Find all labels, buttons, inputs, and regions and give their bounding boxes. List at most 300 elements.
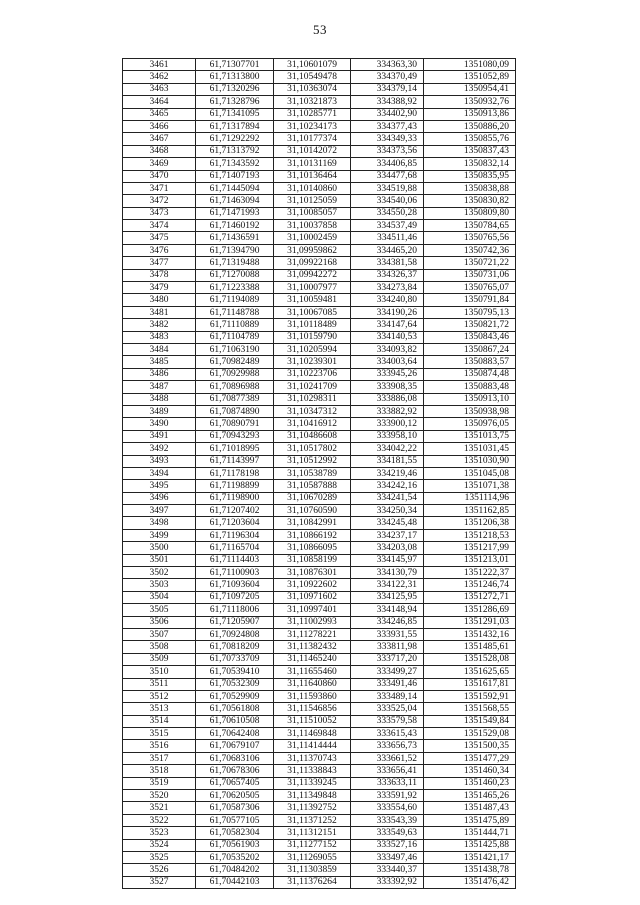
table-row xyxy=(123,579,516,591)
latitude-cell: 61,71198900 xyxy=(196,492,274,504)
point-number-cell: 3485 xyxy=(123,356,196,368)
y-coordinate-cell: 1351500,35 xyxy=(424,740,516,752)
point-number-cell: 3492 xyxy=(123,443,196,455)
y-coordinate-cell: 1351460,23 xyxy=(424,777,516,789)
table-row xyxy=(123,752,516,764)
longitude-cell: 31,10007977 xyxy=(274,282,351,294)
latitude-cell: 61,70529909 xyxy=(196,690,274,702)
point-number-cell: 3493 xyxy=(123,455,196,467)
latitude-cell: 61,71436591 xyxy=(196,232,274,244)
y-coordinate-cell: 1350867,24 xyxy=(424,343,516,355)
table-row xyxy=(123,120,516,132)
latitude-cell: 61,71203604 xyxy=(196,517,274,529)
longitude-cell: 31,10842991 xyxy=(274,517,351,529)
y-coordinate-cell: 1351476,42 xyxy=(424,876,516,888)
table-row xyxy=(123,96,516,108)
y-coordinate-cell: 1351438,78 xyxy=(424,864,516,876)
x-coordinate-cell: 334246,85 xyxy=(351,616,424,628)
longitude-cell: 31,10549478 xyxy=(274,71,351,83)
x-coordinate-cell: 333945,26 xyxy=(351,368,424,380)
longitude-cell: 31,10486608 xyxy=(274,430,351,442)
x-coordinate-cell: 334402,90 xyxy=(351,108,424,120)
point-number-cell: 3484 xyxy=(123,343,196,355)
longitude-cell: 31,10363074 xyxy=(274,83,351,95)
latitude-cell: 61,70929988 xyxy=(196,368,274,380)
y-coordinate-cell: 1351222,37 xyxy=(424,567,516,579)
point-number-cell: 3523 xyxy=(123,827,196,839)
table-row xyxy=(123,554,516,566)
y-coordinate-cell: 1351528,08 xyxy=(424,653,516,665)
latitude-cell: 61,71194089 xyxy=(196,294,274,306)
table-row xyxy=(123,83,516,95)
x-coordinate-cell: 333489,14 xyxy=(351,690,424,702)
x-coordinate-cell: 334181,55 xyxy=(351,455,424,467)
table-row xyxy=(123,405,516,417)
table-row xyxy=(123,628,516,640)
x-coordinate-cell: 334145,97 xyxy=(351,554,424,566)
point-number-cell: 3475 xyxy=(123,232,196,244)
y-coordinate-cell: 1350832,14 xyxy=(424,158,516,170)
x-coordinate-cell: 333908,35 xyxy=(351,381,424,393)
x-coordinate-cell: 334377,43 xyxy=(351,120,424,132)
longitude-cell: 31,10118489 xyxy=(274,319,351,331)
point-number-cell: 3468 xyxy=(123,145,196,157)
point-number-cell: 3489 xyxy=(123,405,196,417)
longitude-cell: 31,11269055 xyxy=(274,852,351,864)
latitude-cell: 61,71343592 xyxy=(196,158,274,170)
longitude-cell: 31,10321873 xyxy=(274,96,351,108)
page-number: 53 xyxy=(313,22,327,37)
latitude-cell: 61,70683106 xyxy=(196,752,274,764)
x-coordinate-cell: 333656,41 xyxy=(351,765,424,777)
x-coordinate-cell: 334237,17 xyxy=(351,529,424,541)
table-row xyxy=(123,331,516,343)
longitude-cell: 31,11546856 xyxy=(274,703,351,715)
table-row xyxy=(123,839,516,851)
y-coordinate-cell: 1351218,53 xyxy=(424,529,516,541)
table-row xyxy=(123,517,516,529)
longitude-cell: 31,10416912 xyxy=(274,418,351,430)
point-number-cell: 3480 xyxy=(123,294,196,306)
longitude-cell: 31,11640860 xyxy=(274,678,351,690)
latitude-cell: 61,71445094 xyxy=(196,182,274,194)
latitude-cell: 61,70890791 xyxy=(196,418,274,430)
point-number-cell: 3524 xyxy=(123,839,196,851)
x-coordinate-cell: 333633,11 xyxy=(351,777,424,789)
latitude-cell: 61,71313800 xyxy=(196,71,274,83)
x-coordinate-cell: 334273,84 xyxy=(351,282,424,294)
latitude-cell: 61,70733709 xyxy=(196,653,274,665)
latitude-cell: 61,70561903 xyxy=(196,839,274,851)
table-row xyxy=(123,443,516,455)
table-row xyxy=(123,616,516,628)
longitude-cell: 31,10223706 xyxy=(274,368,351,380)
latitude-cell: 61,70582304 xyxy=(196,827,274,839)
y-coordinate-cell: 1351291,03 xyxy=(424,616,516,628)
point-number-cell: 3513 xyxy=(123,703,196,715)
longitude-cell: 31,10922602 xyxy=(274,579,351,591)
table-row xyxy=(123,777,516,789)
y-coordinate-cell: 1351529,08 xyxy=(424,728,516,740)
table-row xyxy=(123,133,516,145)
y-coordinate-cell: 1350855,76 xyxy=(424,133,516,145)
table-row xyxy=(123,492,516,504)
latitude-cell: 61,71100903 xyxy=(196,567,274,579)
y-coordinate-cell: 1351217,99 xyxy=(424,542,516,554)
table-row xyxy=(123,467,516,479)
y-coordinate-cell: 1351071,38 xyxy=(424,480,516,492)
y-coordinate-cell: 1350913,10 xyxy=(424,393,516,405)
table-row xyxy=(123,827,516,839)
latitude-cell: 61,70484202 xyxy=(196,864,274,876)
latitude-cell: 61,71165704 xyxy=(196,542,274,554)
x-coordinate-cell: 333931,55 xyxy=(351,628,424,640)
longitude-cell: 31,11392752 xyxy=(274,802,351,814)
x-coordinate-cell: 333491,46 xyxy=(351,678,424,690)
table-row xyxy=(123,740,516,752)
table-row xyxy=(123,542,516,554)
y-coordinate-cell: 1351444,71 xyxy=(424,827,516,839)
point-number-cell: 3503 xyxy=(123,579,196,591)
latitude-cell: 61,70587306 xyxy=(196,802,274,814)
y-coordinate-cell: 1351114,96 xyxy=(424,492,516,504)
y-coordinate-cell: 1350838,88 xyxy=(424,182,516,194)
table-row xyxy=(123,678,516,690)
table-row xyxy=(123,653,516,665)
x-coordinate-cell: 333958,10 xyxy=(351,430,424,442)
y-coordinate-cell: 1351421,17 xyxy=(424,852,516,864)
table-row xyxy=(123,381,516,393)
y-coordinate-cell: 1351052,89 xyxy=(424,71,516,83)
point-number-cell: 3520 xyxy=(123,790,196,802)
point-number-cell: 3510 xyxy=(123,666,196,678)
longitude-cell: 31,11376264 xyxy=(274,876,351,888)
longitude-cell: 31,11382432 xyxy=(274,641,351,653)
longitude-cell: 31,10670289 xyxy=(274,492,351,504)
table-row xyxy=(123,356,516,368)
x-coordinate-cell: 333525,04 xyxy=(351,703,424,715)
y-coordinate-cell: 1351246,74 xyxy=(424,579,516,591)
latitude-cell: 61,71471993 xyxy=(196,207,274,219)
latitude-cell: 61,70874890 xyxy=(196,405,274,417)
table-row xyxy=(123,666,516,678)
table-row xyxy=(123,715,516,727)
x-coordinate-cell: 334477,68 xyxy=(351,170,424,182)
x-coordinate-cell: 334241,54 xyxy=(351,492,424,504)
x-coordinate-cell: 333900,12 xyxy=(351,418,424,430)
longitude-cell: 31,10136464 xyxy=(274,170,351,182)
y-coordinate-cell: 1351031,45 xyxy=(424,443,516,455)
y-coordinate-cell: 1351162,85 xyxy=(424,505,516,517)
table-row xyxy=(123,393,516,405)
table-row xyxy=(123,59,516,71)
longitude-cell: 31,10239301 xyxy=(274,356,351,368)
latitude-cell: 61,70943293 xyxy=(196,430,274,442)
longitude-cell: 31,10285771 xyxy=(274,108,351,120)
x-coordinate-cell: 334148,94 xyxy=(351,604,424,616)
y-coordinate-cell: 1350837,43 xyxy=(424,145,516,157)
point-number-cell: 3466 xyxy=(123,120,196,132)
longitude-cell: 31,10142072 xyxy=(274,145,351,157)
point-number-cell: 3470 xyxy=(123,170,196,182)
x-coordinate-cell: 333615,43 xyxy=(351,728,424,740)
table-row xyxy=(123,71,516,83)
longitude-cell: 31,10159790 xyxy=(274,331,351,343)
table-row xyxy=(123,864,516,876)
point-number-cell: 3491 xyxy=(123,430,196,442)
x-coordinate-cell: 334190,26 xyxy=(351,306,424,318)
y-coordinate-cell: 1350830,82 xyxy=(424,195,516,207)
table-row xyxy=(123,455,516,467)
y-coordinate-cell: 1351617,81 xyxy=(424,678,516,690)
latitude-cell: 61,71143997 xyxy=(196,455,274,467)
x-coordinate-cell: 333717,20 xyxy=(351,653,424,665)
x-coordinate-cell: 334537,49 xyxy=(351,220,424,232)
latitude-cell: 61,70818209 xyxy=(196,641,274,653)
longitude-cell: 31,10538789 xyxy=(274,467,351,479)
table-row xyxy=(123,567,516,579)
point-number-cell: 3481 xyxy=(123,306,196,318)
y-coordinate-cell: 1351206,38 xyxy=(424,517,516,529)
longitude-cell: 31,10587888 xyxy=(274,480,351,492)
y-coordinate-cell: 1351465,26 xyxy=(424,790,516,802)
x-coordinate-cell: 334363,30 xyxy=(351,59,424,71)
point-number-cell: 3486 xyxy=(123,368,196,380)
latitude-cell: 61,70535202 xyxy=(196,852,274,864)
point-number-cell: 3505 xyxy=(123,604,196,616)
point-number-cell: 3490 xyxy=(123,418,196,430)
x-coordinate-cell: 334550,28 xyxy=(351,207,424,219)
latitude-cell: 61,71319488 xyxy=(196,257,274,269)
point-number-cell: 3496 xyxy=(123,492,196,504)
x-coordinate-cell: 334003,64 xyxy=(351,356,424,368)
y-coordinate-cell: 1350731,06 xyxy=(424,269,516,281)
table-row xyxy=(123,182,516,194)
longitude-cell: 31,10517802 xyxy=(274,443,351,455)
point-number-cell: 3514 xyxy=(123,715,196,727)
x-coordinate-cell: 333661,52 xyxy=(351,752,424,764)
latitude-cell: 61,71223388 xyxy=(196,282,274,294)
point-number-cell: 3507 xyxy=(123,628,196,640)
y-coordinate-cell: 1351625,65 xyxy=(424,666,516,678)
point-number-cell: 3476 xyxy=(123,244,196,256)
x-coordinate-cell: 333554,60 xyxy=(351,802,424,814)
longitude-cell: 31,11510052 xyxy=(274,715,351,727)
longitude-cell: 31,10002459 xyxy=(274,232,351,244)
x-coordinate-cell: 334519,88 xyxy=(351,182,424,194)
point-number-cell: 3526 xyxy=(123,864,196,876)
y-coordinate-cell: 1350913,86 xyxy=(424,108,516,120)
x-coordinate-cell: 334042,22 xyxy=(351,443,424,455)
y-coordinate-cell: 1351432,16 xyxy=(424,628,516,640)
longitude-cell: 31,10971602 xyxy=(274,591,351,603)
longitude-cell: 31,09942272 xyxy=(274,269,351,281)
longitude-cell: 31,11312151 xyxy=(274,827,351,839)
longitude-cell: 31,10234173 xyxy=(274,120,351,132)
x-coordinate-cell: 333497,46 xyxy=(351,852,424,864)
latitude-cell: 61,71018995 xyxy=(196,443,274,455)
table-row xyxy=(123,319,516,331)
latitude-cell: 61,70877389 xyxy=(196,393,274,405)
longitude-cell: 31,10205994 xyxy=(274,343,351,355)
x-coordinate-cell: 333527,16 xyxy=(351,839,424,851)
y-coordinate-cell: 1350874,48 xyxy=(424,368,516,380)
latitude-cell: 61,71110889 xyxy=(196,319,274,331)
latitude-cell: 61,71178198 xyxy=(196,467,274,479)
table-row xyxy=(123,170,516,182)
x-coordinate-cell: 333591,92 xyxy=(351,790,424,802)
longitude-cell: 31,10298311 xyxy=(274,393,351,405)
x-coordinate-cell: 333656,73 xyxy=(351,740,424,752)
point-number-cell: 3477 xyxy=(123,257,196,269)
point-number-cell: 3527 xyxy=(123,876,196,888)
latitude-cell: 61,71313792 xyxy=(196,145,274,157)
point-number-cell: 3501 xyxy=(123,554,196,566)
latitude-cell: 61,71320296 xyxy=(196,83,274,95)
longitude-cell: 31,10760590 xyxy=(274,505,351,517)
y-coordinate-cell: 1350742,36 xyxy=(424,244,516,256)
table-row xyxy=(123,294,516,306)
table-row xyxy=(123,158,516,170)
y-coordinate-cell: 1350938,98 xyxy=(424,405,516,417)
point-number-cell: 3461 xyxy=(123,59,196,71)
point-number-cell: 3508 xyxy=(123,641,196,653)
longitude-cell: 31,10241709 xyxy=(274,381,351,393)
y-coordinate-cell: 1350795,13 xyxy=(424,306,516,318)
longitude-cell: 31,11277152 xyxy=(274,839,351,851)
longitude-cell: 31,10067085 xyxy=(274,306,351,318)
table-row xyxy=(123,145,516,157)
point-number-cell: 3479 xyxy=(123,282,196,294)
point-number-cell: 3465 xyxy=(123,108,196,120)
x-coordinate-cell: 334370,49 xyxy=(351,71,424,83)
longitude-cell: 31,11339245 xyxy=(274,777,351,789)
y-coordinate-cell: 1351549,84 xyxy=(424,715,516,727)
y-coordinate-cell: 1350821,72 xyxy=(424,319,516,331)
longitude-cell: 31,10085057 xyxy=(274,207,351,219)
point-number-cell: 3502 xyxy=(123,567,196,579)
point-number-cell: 3494 xyxy=(123,467,196,479)
table-row xyxy=(123,244,516,256)
table-row xyxy=(123,480,516,492)
latitude-cell: 61,71463094 xyxy=(196,195,274,207)
table-row xyxy=(123,790,516,802)
table-row xyxy=(123,195,516,207)
y-coordinate-cell: 1350883,48 xyxy=(424,381,516,393)
table-row xyxy=(123,257,516,269)
longitude-cell: 31,09922168 xyxy=(274,257,351,269)
table-row xyxy=(123,802,516,814)
latitude-cell: 61,71114403 xyxy=(196,554,274,566)
table-row xyxy=(123,641,516,653)
point-number-cell: 3482 xyxy=(123,319,196,331)
longitude-cell: 31,11414444 xyxy=(274,740,351,752)
latitude-cell: 61,71270088 xyxy=(196,269,274,281)
longitude-cell: 31,11370743 xyxy=(274,752,351,764)
longitude-cell: 31,11655460 xyxy=(274,666,351,678)
latitude-cell: 61,70982489 xyxy=(196,356,274,368)
latitude-cell: 61,71198899 xyxy=(196,480,274,492)
y-coordinate-cell: 1351592,91 xyxy=(424,690,516,702)
y-coordinate-cell: 1351030,90 xyxy=(424,455,516,467)
latitude-cell: 61,70642408 xyxy=(196,728,274,740)
longitude-cell: 31,11002993 xyxy=(274,616,351,628)
point-number-cell: 3511 xyxy=(123,678,196,690)
latitude-cell: 61,71341095 xyxy=(196,108,274,120)
point-number-cell: 3469 xyxy=(123,158,196,170)
latitude-cell: 61,70577105 xyxy=(196,814,274,826)
point-number-cell: 3464 xyxy=(123,96,196,108)
y-coordinate-cell: 1351272,71 xyxy=(424,591,516,603)
latitude-cell: 61,71148788 xyxy=(196,306,274,318)
y-coordinate-cell: 1350835,95 xyxy=(424,170,516,182)
table-row xyxy=(123,232,516,244)
longitude-cell: 31,11338843 xyxy=(274,765,351,777)
y-coordinate-cell: 1351460,34 xyxy=(424,765,516,777)
x-coordinate-cell: 334465,20 xyxy=(351,244,424,256)
table-row xyxy=(123,591,516,603)
x-coordinate-cell: 333579,58 xyxy=(351,715,424,727)
longitude-cell: 31,11593860 xyxy=(274,690,351,702)
longitude-cell: 31,10997401 xyxy=(274,604,351,616)
latitude-cell: 61,70924808 xyxy=(196,628,274,640)
longitude-cell: 31,10512992 xyxy=(274,455,351,467)
table-row xyxy=(123,306,516,318)
latitude-cell: 61,70442103 xyxy=(196,876,274,888)
table-row xyxy=(123,207,516,219)
table-row xyxy=(123,269,516,281)
longitude-cell: 31,10177374 xyxy=(274,133,351,145)
x-coordinate-cell: 334140,53 xyxy=(351,331,424,343)
point-number-cell: 3525 xyxy=(123,852,196,864)
y-coordinate-cell: 1350791,84 xyxy=(424,294,516,306)
x-coordinate-cell: 334379,14 xyxy=(351,83,424,95)
y-coordinate-cell: 1351286,69 xyxy=(424,604,516,616)
y-coordinate-cell: 1350886,20 xyxy=(424,120,516,132)
y-coordinate-cell: 1351213,01 xyxy=(424,554,516,566)
latitude-cell: 61,71394790 xyxy=(196,244,274,256)
x-coordinate-cell: 334219,46 xyxy=(351,467,424,479)
table-row xyxy=(123,703,516,715)
table-row xyxy=(123,529,516,541)
table-row xyxy=(123,108,516,120)
longitude-cell: 31,11303859 xyxy=(274,864,351,876)
point-number-cell: 3504 xyxy=(123,591,196,603)
y-coordinate-cell: 1351485,61 xyxy=(424,641,516,653)
latitude-cell: 61,71196304 xyxy=(196,529,274,541)
longitude-cell: 31,10866095 xyxy=(274,542,351,554)
latitude-cell: 61,71317894 xyxy=(196,120,274,132)
longitude-cell: 31,11278221 xyxy=(274,628,351,640)
point-number-cell: 3515 xyxy=(123,728,196,740)
longitude-cell: 31,11349848 xyxy=(274,790,351,802)
point-number-cell: 3518 xyxy=(123,765,196,777)
longitude-cell: 31,10601079 xyxy=(274,59,351,71)
point-number-cell: 3500 xyxy=(123,542,196,554)
longitude-cell: 31,10866192 xyxy=(274,529,351,541)
point-number-cell: 3487 xyxy=(123,381,196,393)
x-coordinate-cell: 333886,08 xyxy=(351,393,424,405)
point-number-cell: 3467 xyxy=(123,133,196,145)
point-number-cell: 3517 xyxy=(123,752,196,764)
point-number-cell: 3512 xyxy=(123,690,196,702)
table-row xyxy=(123,368,516,380)
coordinates-table xyxy=(122,58,516,889)
latitude-cell: 61,71097205 xyxy=(196,591,274,603)
x-coordinate-cell: 334511,46 xyxy=(351,232,424,244)
point-number-cell: 3463 xyxy=(123,83,196,95)
point-number-cell: 3522 xyxy=(123,814,196,826)
